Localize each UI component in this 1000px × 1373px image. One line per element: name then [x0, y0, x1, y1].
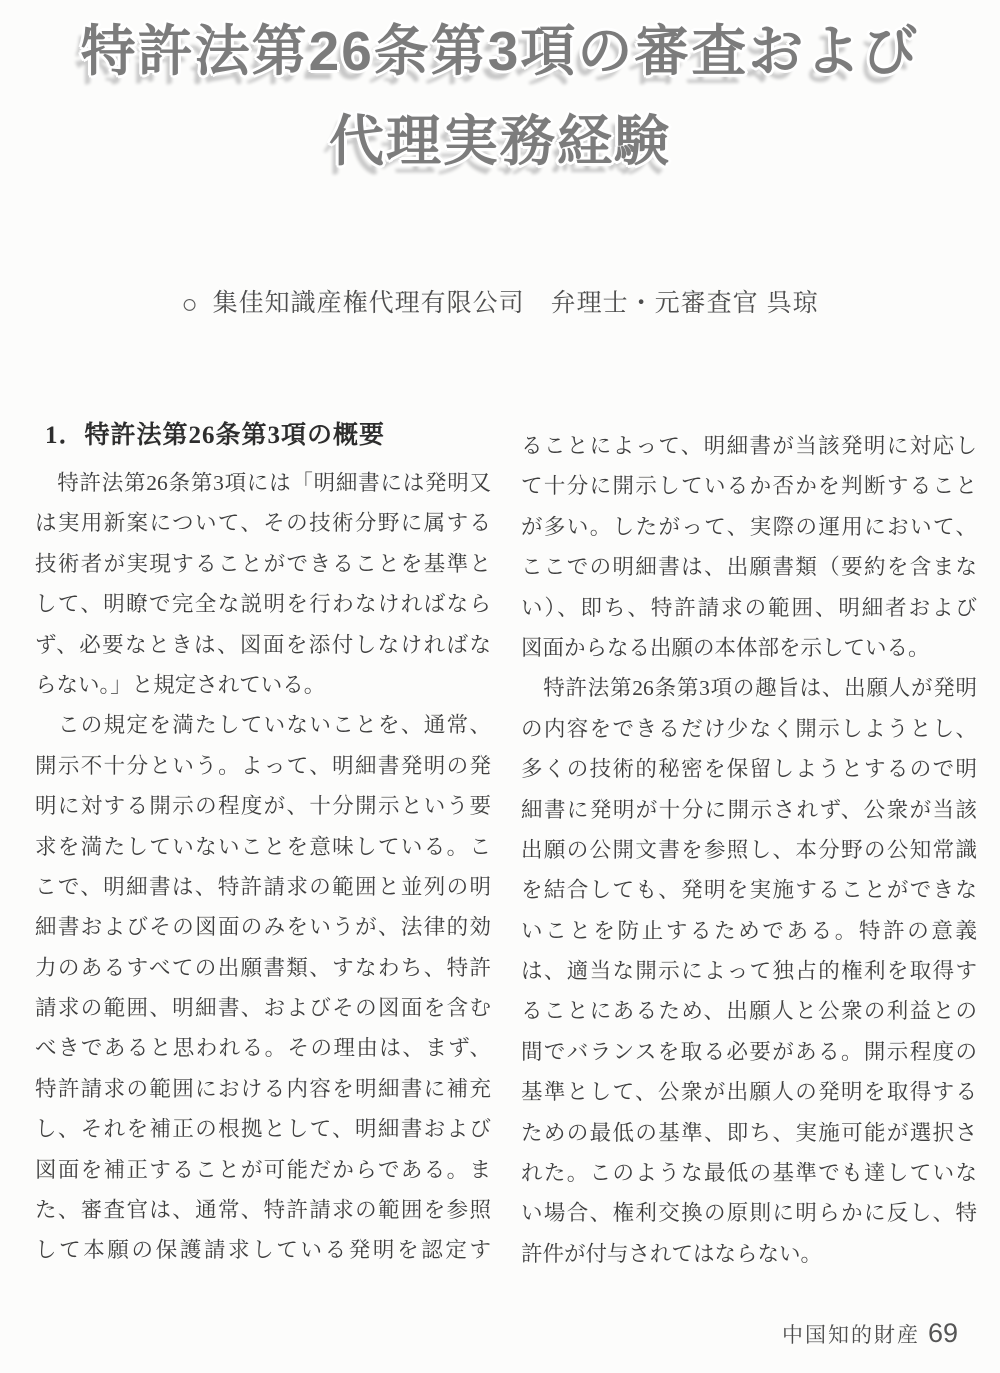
text-line: 図面を補正することが可能だからである。ま	[35, 1157, 491, 1182]
text-line: た、審査官は、通常、特許請求の範囲を参照	[35, 1198, 491, 1223]
text-line: この規定を満たしていないことを、通常、	[35, 713, 491, 738]
text-line: の内容をできるだけ少なく開示しようとし、	[521, 716, 977, 741]
article-title-line2: 代理実務経験	[328, 109, 671, 172]
article-title	[0, 0, 1000, 177]
text-line: は、適当な開示によって独占的権利を取得す	[521, 959, 977, 984]
text-line: 特許法第26条第3項には「明細書には発明又	[35, 471, 491, 495]
text-line: 技術者が実現することができることを基準と	[35, 551, 491, 576]
text-line: れた。このような最低の基準でも達していな	[521, 1161, 977, 1186]
text-line: らない。」と規定されている。	[35, 672, 326, 697]
text-line: て十分に開示しているか否かを判断すること	[521, 474, 977, 499]
text-line: い）、即ち、特許請求の範囲、明細者および	[521, 595, 977, 620]
text-line: 求を満たしていないことを意味している。こ	[35, 834, 491, 859]
text-line: ための最低の基準、即ち、実施可能が選択さ	[521, 1120, 977, 1145]
text-line: 間でバランスを取る必要がある。開示程度の	[521, 1039, 977, 1064]
article-body	[0, 416, 1000, 1274]
text-line: 細書に発明が十分に開示されず、公衆が当該	[521, 797, 977, 822]
page-number: 69	[927, 1318, 958, 1348]
text-line: 特許請求の範囲における内容を明細書に補充	[35, 1076, 491, 1101]
text-line: 特許法第26条第3項の趣旨は、出願人が発明	[521, 676, 977, 701]
text-line: が多い。したがって、実際の運用において、	[521, 514, 977, 539]
text-line: べきであると思われる。その理由は、まず、	[35, 1036, 491, 1061]
text-line: いことを防止するためである。特許の意義	[521, 918, 977, 943]
text-line: して本願の保護請求している発明を認定す	[35, 1238, 491, 1263]
right-column	[521, 426, 977, 1274]
text-line: ることによって、明細書が当該発明に対応し	[521, 434, 977, 458]
text-line: 明に対する開示の程度が、十分開示という要	[35, 794, 491, 819]
text-line: 多くの技術的秘密を保留しようとするので明	[521, 757, 977, 782]
text-line: こで、明細書は、特許請求の範囲と並列の明	[35, 874, 491, 899]
text-line: 出願の公開文書を参照し、本分野の公知常識	[521, 837, 977, 862]
text-line: 基準として、公衆が出願人の発明を取得する	[521, 1080, 977, 1105]
page-footer	[782, 1318, 958, 1349]
text-line: し、それを補正の根拠として、明細書および	[35, 1117, 491, 1142]
section-heading: 1．特許法第26条第3項の概要	[45, 422, 386, 449]
text-line: 力のあるすべての出願書類、すなわち、特許	[35, 955, 491, 980]
text-line: 請求の範囲、明細書、およびその図面を含む	[35, 996, 491, 1021]
author-text: 集佳知識産権代理有限公司 弁理士・元審査官 呉琼	[212, 289, 819, 317]
text-line: い場合、権利交換の原則に明らかに反し、特	[521, 1201, 977, 1226]
text-line: は実用新案について、その技術分野に属する	[35, 511, 491, 536]
text-line: ず、必要なときは、図面を添付しなければな	[35, 632, 491, 657]
left-column	[35, 416, 491, 1274]
text-line: 図面からなる出願の本体部を示している。	[521, 635, 930, 660]
article-title-line1: 特許法第26条第3項の審査および	[80, 20, 920, 82]
text-line: 開示不十分という。よって、明細書発明の発	[35, 753, 491, 778]
text-line: を結合しても、発明を実施することができな	[521, 878, 977, 903]
text-line: 許件が付与されてはならない。	[521, 1241, 823, 1266]
text-line: して、明瞭で完全な説明を行わなければなら	[35, 592, 491, 617]
journal-name: 中国知的財産	[781, 1323, 920, 1347]
author-circle-marker: ○	[181, 289, 199, 319]
text-line: 細書およびその図面のみをいうが、法律的効	[35, 915, 491, 940]
text-line: ることにあるため、出願人と公衆の利益との	[521, 999, 977, 1024]
text-line: ここでの明細書は、出願書類（要約を含まな	[521, 555, 977, 580]
author-line	[0, 283, 1000, 320]
